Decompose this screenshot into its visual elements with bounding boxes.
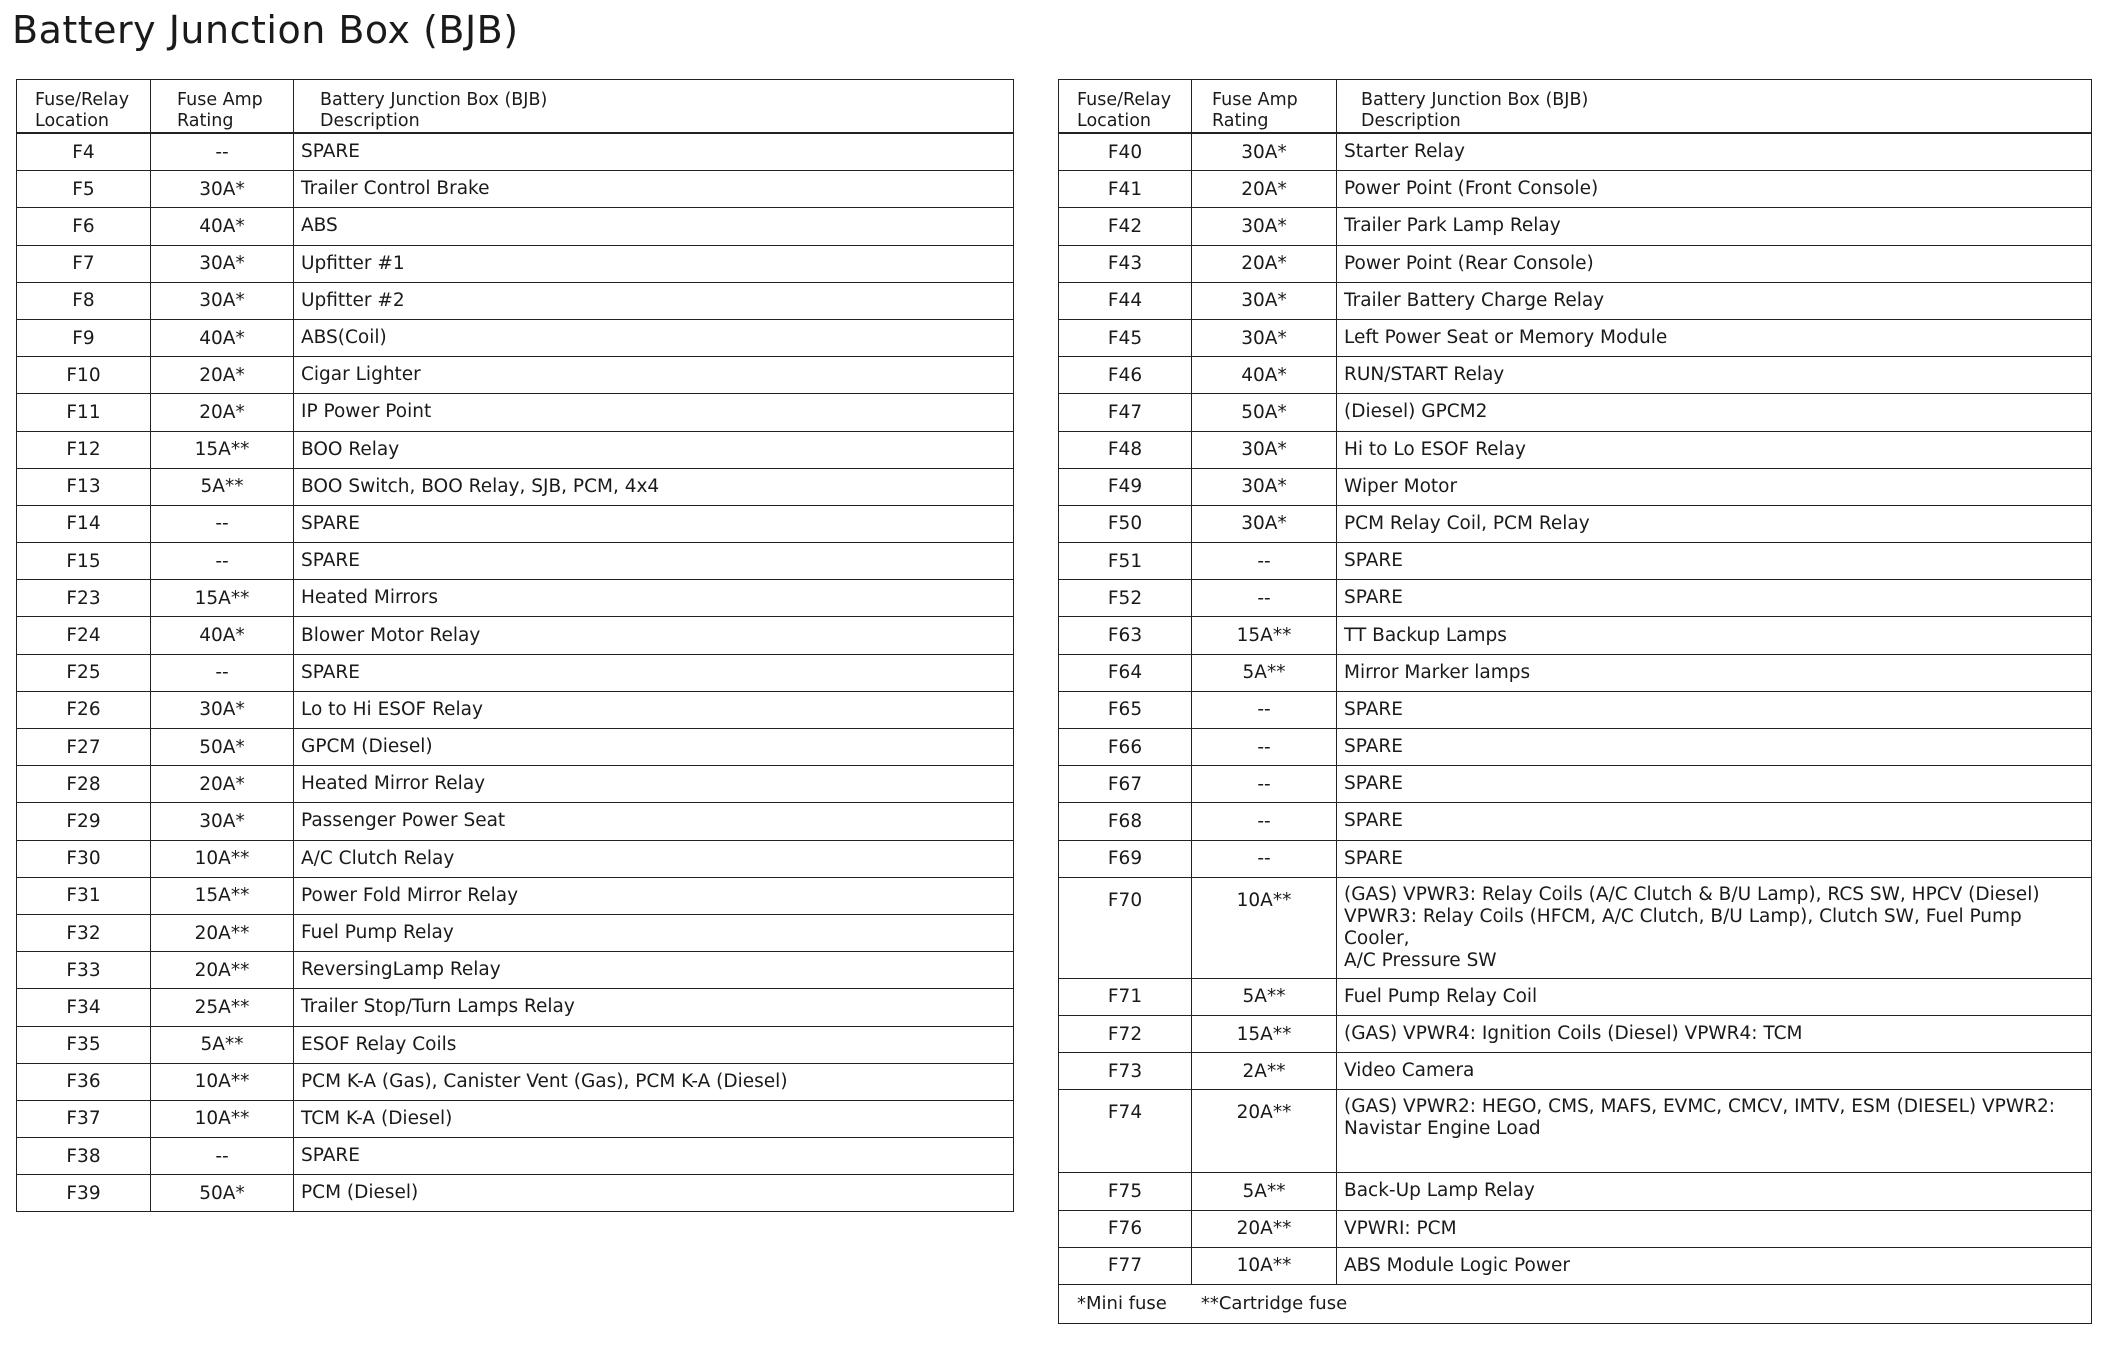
fuse-location: F23 — [17, 580, 151, 617]
table-row — [1059, 1053, 2092, 1090]
fuse-description — [1337, 877, 2092, 978]
table-row — [1059, 978, 2092, 1015]
fuse-location: F72 — [1059, 1015, 1192, 1052]
fuse-description: SPARE — [1337, 543, 2092, 580]
fuse-amp-rating: 10A** — [151, 1100, 294, 1137]
fuse-location: F73 — [1059, 1053, 1192, 1090]
fuse-location: F46 — [1059, 357, 1192, 394]
table-row — [1059, 468, 2092, 505]
table-row — [1059, 580, 2092, 617]
fuse-amp-rating: 20A** — [151, 952, 294, 989]
table-row — [17, 171, 1014, 208]
header-description-line2: Description — [320, 111, 420, 131]
fuse-amp-rating: 30A* — [151, 803, 294, 840]
fuse-description: Back-Up Lamp Relay — [1337, 1173, 2092, 1210]
fuse-description: (Diesel) GPCM2 — [1337, 394, 2092, 431]
header-description — [294, 80, 1014, 134]
fuse-location: F63 — [1059, 617, 1192, 654]
fuse-location: F43 — [1059, 245, 1192, 282]
fuse-amp-rating: 25A** — [151, 989, 294, 1026]
table-row — [1059, 357, 2092, 394]
fuse-location: F69 — [1059, 840, 1192, 877]
table-row — [1059, 394, 2092, 431]
fuse-description: BOO Switch, BOO Relay, SJB, PCM, 4x4 — [294, 468, 1014, 505]
fuse-location: F39 — [17, 1175, 151, 1212]
fuse-description: Wiper Motor — [1337, 468, 2092, 505]
fuse-amp-rating: 5A** — [1192, 654, 1337, 691]
fuse-description: Fuel Pump Relay — [294, 914, 1014, 951]
fuse-amp-rating: 30A* — [1192, 468, 1337, 505]
table-row — [1059, 431, 2092, 468]
table-row — [1059, 133, 2092, 171]
fuse-description-line: (GAS) VPWR2: HEGO, CMS, MAFS, EVMC, CMCV, IMTV, ESM (DIESEL) VPWR2: — [1344, 1096, 2055, 1118]
table-row — [1059, 691, 2092, 728]
table-row — [17, 282, 1014, 319]
fuse-amp-rating: 10A** — [151, 840, 294, 877]
fuse-amp-rating: -- — [1192, 580, 1337, 617]
fuse-amp-rating: -- — [151, 654, 294, 691]
fuse-description: Left Power Seat or Memory Module — [1337, 319, 2092, 356]
fuse-location: F13 — [17, 468, 151, 505]
table-row — [17, 394, 1014, 431]
fuse-amp-rating: 30A* — [151, 691, 294, 728]
fuse-amp-rating: 15A** — [1192, 617, 1337, 654]
header-description-line2: Description — [1361, 111, 1461, 131]
table-row — [17, 1026, 1014, 1063]
fuse-location: F71 — [1059, 978, 1192, 1015]
fuse-location: F49 — [1059, 468, 1192, 505]
fuse-location: F37 — [17, 1100, 151, 1137]
table-row — [1059, 877, 2092, 978]
fuse-amp-rating: -- — [1192, 803, 1337, 840]
table-row — [17, 952, 1014, 989]
table-row — [17, 617, 1014, 654]
fuse-description-line: Navistar Engine Load — [1344, 1118, 1541, 1140]
fuse-location: F44 — [1059, 282, 1192, 319]
table-row — [17, 654, 1014, 691]
fuse-amp-rating: 20A** — [151, 914, 294, 951]
fuse-description: PCM Relay Coil, PCM Relay — [1337, 505, 2092, 542]
fuse-amp-rating: -- — [151, 1138, 294, 1175]
table-row — [1059, 505, 2092, 542]
fuse-description: BOO Relay — [294, 431, 1014, 468]
fuse-description: PCM (Diesel) — [294, 1175, 1014, 1212]
fuse-amp-rating: 40A* — [151, 208, 294, 245]
fuse-description: Hi to Lo ESOF Relay — [1337, 431, 2092, 468]
fuse-location: F51 — [1059, 543, 1192, 580]
fuse-description: SPARE — [294, 1138, 1014, 1175]
fuse-amp-rating: 30A* — [151, 245, 294, 282]
fuse-amp-rating: 50A* — [1192, 394, 1337, 431]
fuse-amp-rating: 30A* — [1192, 133, 1337, 171]
fuse-amp-rating: 30A* — [1192, 431, 1337, 468]
fuse-amp-rating: 20A* — [151, 766, 294, 803]
table-row — [17, 431, 1014, 468]
table-row — [1059, 1173, 2092, 1210]
fuse-location: F26 — [17, 691, 151, 728]
fuse-table-right — [1058, 79, 2092, 1324]
table-row — [17, 877, 1014, 914]
table-row — [17, 580, 1014, 617]
footnote-mini: *Mini fuse — [1077, 1293, 1167, 1315]
fuse-location: F29 — [17, 803, 151, 840]
fuse-amp-rating: 10A** — [1192, 1247, 1337, 1284]
table-row — [17, 766, 1014, 803]
fuse-amp-rating: 5A** — [1192, 978, 1337, 1015]
fuse-amp-rating: -- — [1192, 543, 1337, 580]
fuse-amp-rating: 40A* — [1192, 357, 1337, 394]
fuse-amp-rating: -- — [1192, 766, 1337, 803]
fuse-description: ABS Module Logic Power — [1337, 1247, 2092, 1284]
table-row — [1059, 840, 2092, 877]
fuse-description: (GAS) VPWR4: Ignition Coils (Diesel) VPWR4: TCM — [1337, 1015, 2092, 1052]
fuse-amp-rating: 50A* — [151, 729, 294, 766]
table-row — [17, 543, 1014, 580]
table-row — [1059, 654, 2092, 691]
fuse-amp-rating: 20A** — [1192, 1210, 1337, 1247]
fuse-description: GPCM (Diesel) — [294, 729, 1014, 766]
header-description-line1: Battery Junction Box (BJB) — [320, 90, 548, 110]
table-row — [17, 1100, 1014, 1137]
table-row — [1059, 319, 2092, 356]
fuse-location: F27 — [17, 729, 151, 766]
fuse-amp-rating: 2A** — [1192, 1053, 1337, 1090]
fuse-location: F12 — [17, 431, 151, 468]
fuse-description: Trailer Battery Charge Relay — [1337, 282, 2092, 319]
table-row — [1059, 729, 2092, 766]
fuse-location: F66 — [1059, 729, 1192, 766]
fuse-description: A/C Clutch Relay — [294, 840, 1014, 877]
header-location-line1: Fuse/Relay — [1077, 90, 1172, 110]
fuse-description: Starter Relay — [1337, 133, 2092, 171]
fuse-amp-rating: 5A** — [151, 468, 294, 505]
footnote-cartridge: **Cartridge fuse — [1200, 1293, 1348, 1315]
fuse-description: Trailer Park Lamp Relay — [1337, 208, 2092, 245]
fuse-location: F38 — [17, 1138, 151, 1175]
fuse-location: F33 — [17, 952, 151, 989]
table-row — [17, 1063, 1014, 1100]
fuse-location: F31 — [17, 877, 151, 914]
fuse-amp-rating: -- — [151, 543, 294, 580]
table-row — [17, 914, 1014, 951]
fuse-location: F45 — [1059, 319, 1192, 356]
fuse-description: SPARE — [1337, 580, 2092, 617]
fuse-location: F67 — [1059, 766, 1192, 803]
table-row — [1059, 171, 2092, 208]
header-amp-line1: Fuse Amp — [177, 90, 263, 110]
table-row — [17, 245, 1014, 282]
table-row — [1059, 803, 2092, 840]
fuse-location: F4 — [17, 133, 151, 171]
fuse-location: F68 — [1059, 803, 1192, 840]
header-location — [17, 80, 151, 134]
header-amp — [151, 80, 294, 134]
header-amp-line2: Rating — [1212, 111, 1269, 131]
fuse-description: Mirror Marker lamps — [1337, 654, 2092, 691]
fuse-description: SPARE — [1337, 729, 2092, 766]
fuse-description: ESOF Relay Coils — [294, 1026, 1014, 1063]
table-row — [17, 691, 1014, 728]
fuse-location: F36 — [17, 1063, 151, 1100]
fuse-location: F50 — [1059, 505, 1192, 542]
fuse-description-line: VPWR3: Relay Coils (HFCM, A/C Clutch, B/U Lamp), Clutch SW, Fuel Pump Cooler, — [1344, 905, 2022, 949]
fuse-description: RUN/START Relay — [1337, 357, 2092, 394]
fuse-description-line: A/C Pressure SW — [1344, 949, 1497, 971]
table-row — [17, 840, 1014, 877]
fuse-description: SPARE — [294, 133, 1014, 171]
footnote-row — [1059, 1284, 2092, 1323]
fuse-location: F10 — [17, 357, 151, 394]
fuse-description: PCM K-A (Gas), Canister Vent (Gas), PCM K-A (Diesel) — [294, 1063, 1014, 1100]
fuse-amp-rating: 30A* — [1192, 319, 1337, 356]
fuse-description: IP Power Point — [294, 394, 1014, 431]
fuse-description: Passenger Power Seat — [294, 803, 1014, 840]
fuse-amp-rating: 20A* — [1192, 245, 1337, 282]
fuse-description: SPARE — [294, 654, 1014, 691]
fuse-description: Power Fold Mirror Relay — [294, 877, 1014, 914]
page-title: Battery Junction Box (BJB) — [12, 8, 519, 52]
table-row — [17, 1138, 1014, 1175]
fuse-description: Fuel Pump Relay Coil — [1337, 978, 2092, 1015]
table-row — [17, 357, 1014, 394]
fuse-location: F8 — [17, 282, 151, 319]
table-row — [17, 803, 1014, 840]
fuse-amp-rating: -- — [151, 133, 294, 171]
fuse-amp-rating: 30A* — [151, 282, 294, 319]
fuse-amp-rating: 15A** — [1192, 1015, 1337, 1052]
fuse-amp-rating: 40A* — [151, 319, 294, 356]
table-row — [1059, 1015, 2092, 1052]
fuse-location: F34 — [17, 989, 151, 1026]
table-row — [17, 1175, 1014, 1212]
fuse-description: VPWRI: PCM — [1337, 1210, 2092, 1247]
table-row — [17, 989, 1014, 1026]
fuse-location: F76 — [1059, 1210, 1192, 1247]
table-row — [17, 505, 1014, 542]
fuse-location: F64 — [1059, 654, 1192, 691]
fuse-amp-rating: 5A** — [1192, 1173, 1337, 1210]
fuse-description: ABS(Coil) — [294, 319, 1014, 356]
fuse-location: F11 — [17, 394, 151, 431]
fuse-location: F32 — [17, 914, 151, 951]
table-header — [17, 80, 1014, 134]
fuse-location: F7 — [17, 245, 151, 282]
table-row — [1059, 282, 2092, 319]
fuse-location: F65 — [1059, 691, 1192, 728]
fuse-location: F28 — [17, 766, 151, 803]
header-amp — [1192, 80, 1337, 134]
fuse-description: SPARE — [1337, 803, 2092, 840]
fuse-description: Trailer Control Brake — [294, 171, 1014, 208]
fuse-location: F74 — [1059, 1090, 1192, 1173]
table-row — [1059, 208, 2092, 245]
header-location — [1059, 80, 1192, 134]
fuse-amp-rating: -- — [1192, 691, 1337, 728]
table-row — [1059, 1210, 2092, 1247]
fuse-description: Cigar Lighter — [294, 357, 1014, 394]
fuse-amp-rating: 20A** — [1192, 1090, 1337, 1173]
header-location-line2: Location — [1077, 111, 1152, 131]
table-row — [1059, 1247, 2092, 1284]
fuse-location: F48 — [1059, 431, 1192, 468]
fuse-location: F70 — [1059, 877, 1192, 978]
fuse-description: SPARE — [1337, 691, 2092, 728]
fuse-amp-rating: 30A* — [1192, 282, 1337, 319]
fuse-description: Heated Mirrors — [294, 580, 1014, 617]
fuse-amp-rating: 50A* — [151, 1175, 294, 1212]
fuse-description: Trailer Stop/Turn Lamps Relay — [294, 989, 1014, 1026]
header-description — [1337, 80, 2092, 134]
table-row — [17, 729, 1014, 766]
fuse-location: F9 — [17, 319, 151, 356]
fuse-description: SPARE — [294, 543, 1014, 580]
fuse-amp-rating: 10A** — [151, 1063, 294, 1100]
fuse-description: SPARE — [1337, 840, 2092, 877]
fuse-location: F30 — [17, 840, 151, 877]
fuse-amp-rating: 30A* — [151, 171, 294, 208]
fuse-amp-rating: -- — [1192, 840, 1337, 877]
fuse-description: Lo to Hi ESOF Relay — [294, 691, 1014, 728]
fuse-amp-rating: 10A** — [1192, 877, 1337, 978]
fuse-amp-rating: 15A** — [151, 877, 294, 914]
fuse-table-left — [16, 79, 1014, 1212]
header-amp-line2: Rating — [177, 111, 234, 131]
fuse-location: F35 — [17, 1026, 151, 1063]
fuse-location: F5 — [17, 171, 151, 208]
fuse-description: ABS — [294, 208, 1014, 245]
table-row — [1059, 617, 2092, 654]
fuse-description-line: (GAS) VPWR3: Relay Coils (A/C Clutch & B/U Lamp), RCS SW, HPCV (Diesel) — [1344, 883, 2040, 905]
fuse-amp-rating: 20A* — [151, 357, 294, 394]
fuse-description: Upfitter #1 — [294, 245, 1014, 282]
footnote — [1059, 1284, 2092, 1323]
table-row — [1059, 766, 2092, 803]
fuse-location: F52 — [1059, 580, 1192, 617]
fuse-amp-rating: 30A* — [1192, 208, 1337, 245]
table-row — [17, 208, 1014, 245]
table-row — [17, 319, 1014, 356]
fuse-description: Upfitter #2 — [294, 282, 1014, 319]
fuse-location: F25 — [17, 654, 151, 691]
fuse-location: F47 — [1059, 394, 1192, 431]
fuse-amp-rating: 40A* — [151, 617, 294, 654]
header-location-line2: Location — [35, 111, 110, 131]
table-row — [17, 468, 1014, 505]
fuse-amp-rating: -- — [151, 505, 294, 542]
fuse-amp-rating: 20A* — [1192, 171, 1337, 208]
table-row — [17, 133, 1014, 171]
fuse-description: ReversingLamp Relay — [294, 952, 1014, 989]
fuse-amp-rating: 15A** — [151, 431, 294, 468]
fuse-amp-rating: 20A* — [151, 394, 294, 431]
fuse-amp-rating: 30A* — [1192, 505, 1337, 542]
table-header — [1059, 80, 2092, 134]
fuse-description: Blower Motor Relay — [294, 617, 1014, 654]
fuse-location: F24 — [17, 617, 151, 654]
header-amp-line1: Fuse Amp — [1212, 90, 1298, 110]
fuse-location: F42 — [1059, 208, 1192, 245]
fuse-amp-rating: 5A** — [151, 1026, 294, 1063]
fuse-location: F14 — [17, 505, 151, 542]
fuse-description: SPARE — [294, 505, 1014, 542]
table-row — [1059, 245, 2092, 282]
fuse-location: F6 — [17, 208, 151, 245]
fuse-location: F75 — [1059, 1173, 1192, 1210]
fuse-description: TCM K-A (Diesel) — [294, 1100, 1014, 1137]
fuse-location: F41 — [1059, 171, 1192, 208]
header-location-line1: Fuse/Relay — [35, 90, 130, 110]
fuse-description: Power Point (Rear Console) — [1337, 245, 2092, 282]
fuse-description: Video Camera — [1337, 1053, 2092, 1090]
fuse-location: F77 — [1059, 1247, 1192, 1284]
fuse-description — [1337, 1090, 2092, 1173]
header-description-line1: Battery Junction Box (BJB) — [1361, 90, 1589, 110]
fuse-location: F40 — [1059, 133, 1192, 171]
table-row — [1059, 1090, 2092, 1173]
fuse-amp-rating: 15A** — [151, 580, 294, 617]
fuse-description: Heated Mirror Relay — [294, 766, 1014, 803]
fuse-description: Power Point (Front Console) — [1337, 171, 2092, 208]
fuse-location: F15 — [17, 543, 151, 580]
table-row — [1059, 543, 2092, 580]
fuse-description: TT Backup Lamps — [1337, 617, 2092, 654]
fuse-amp-rating: -- — [1192, 729, 1337, 766]
fuse-description: SPARE — [1337, 766, 2092, 803]
